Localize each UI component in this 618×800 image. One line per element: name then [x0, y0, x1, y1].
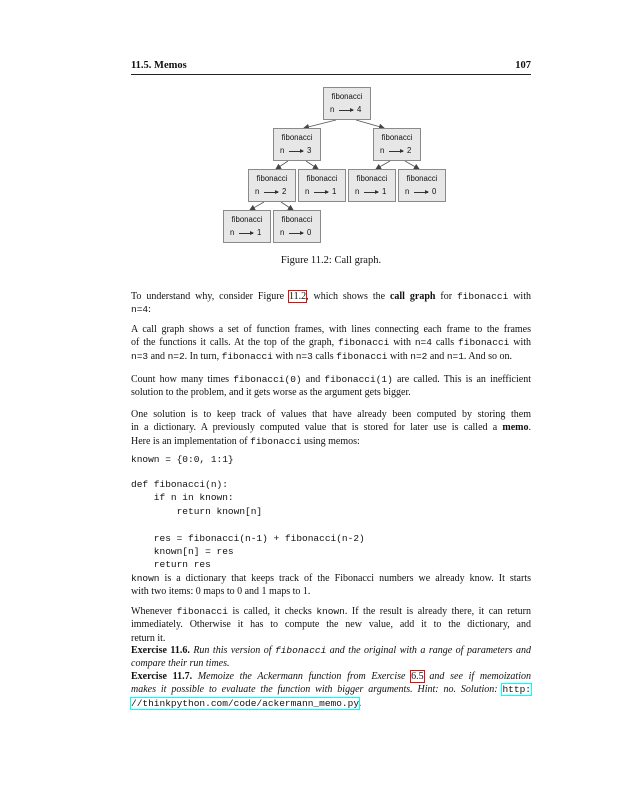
right-arrow-icon — [339, 110, 353, 111]
paragraph-count-calls: Count how many times fibonacci(0) and fibonacci(1) are called. This is an inefficient solution to the problem, and it gets worse as the argument gets bigger. — [131, 374, 531, 399]
code-fibonacci-memo: def fibonacci(n): if n in known: return known[n] res = fibonacci(n-1) + fibonacci(n-2) known[n] = res return res — [131, 479, 365, 571]
right-arrow-icon — [239, 233, 253, 234]
edge-2b-1 — [250, 202, 264, 210]
frame-fibonacci-n4: fibonacci n 4 — [323, 87, 371, 120]
right-arrow-icon — [314, 192, 328, 193]
paragraph-whenever-called: Whenever fibonacci is called, it checks known. If the result is already there, it can return immediately. Otherwise it has to compute the new value, add it to the dictionary, and return it. — [131, 606, 531, 644]
frame-fibonacci-n2: fibonacci n 2 — [248, 169, 296, 202]
figure-reference-link[interactable]: 11.2 — [288, 291, 307, 302]
right-arrow-icon — [289, 233, 303, 234]
right-arrow-icon — [364, 192, 378, 193]
paragraph-memo-definition: One solution is to keep track of values that have already been computed by storing them in a dictionary. A previously computed value that is stored for later use is called a memo. Here is an implementation of fibonacci using memos: — [131, 409, 531, 447]
frame-fibonacci-n0: fibonacci n 0 — [398, 169, 446, 202]
code-known-dict: known = {0:0, 1:1} — [131, 454, 234, 465]
exercise-label: Exercise 11.7. — [131, 671, 193, 682]
edge-2b-0 — [281, 202, 293, 210]
page-number: 107 — [515, 60, 531, 71]
right-arrow-icon — [389, 151, 403, 152]
exercise-label: Exercise 11.6. — [131, 645, 190, 656]
frame-fibonacci-n2: fibonacci n 2 — [373, 128, 421, 161]
figure-caption: Figure 11.2: Call graph. — [280, 255, 382, 266]
paragraph-call-graph-intro: To understand why, consider Figure 11.2, which shows the call graph for fibonacci with n=4: — [131, 291, 531, 316]
paragraph-known-explanation: known is a dictionary that keeps track of the Fibonacci numbers we already know. It starts with two items: 0 maps to 0 and 1 maps to 1. — [131, 573, 531, 598]
term-call-graph: call graph — [389, 291, 436, 302]
frame-fibonacci-n1: fibonacci n 1 — [298, 169, 346, 202]
frame-fibonacci-n1: fibonacci n 1 — [348, 169, 396, 202]
edge-4-3 — [304, 120, 336, 128]
exercise-reference-link[interactable]: 6.5 — [411, 671, 424, 682]
frame-fibonacci-n3: fibonacci n 3 — [273, 128, 321, 161]
section-title: 11.5. Memos — [131, 60, 187, 71]
paragraph-call-graph-definition: A call graph shows a set of function frames, with lines connecting each frame to the frames of the functions it calls. At the top of the graph, fibonacci with n=4 calls fibonacci with n=3 and n=2. In turn, fibonacci with n=3 calls fibonacci with n=2 and n=1. And so on. — [131, 324, 532, 362]
frame-fibonacci-n1: fibonacci n 1 — [223, 210, 271, 243]
frame-fibonacci-n0: fibonacci n 0 — [273, 210, 321, 243]
edge-2-0 — [405, 161, 419, 169]
exercise-11-7: Exercise 11.7. Memoize the Ackermann function from Exercise 6.5 and see if memoization makes it possible to evaluate the function with bigger arguments. Hint: no. Solution: http: //thinkpython.com/code/ackermann_memo.py. — [131, 671, 531, 709]
right-arrow-icon — [289, 151, 303, 152]
exercise-11-6: Exercise 11.6. Run this version of fibonacci and the original with a range of parameters and compare their run times. — [131, 645, 531, 670]
solution-url-link[interactable]: http: — [502, 684, 531, 696]
right-arrow-icon — [414, 192, 428, 193]
edge-4-2 — [356, 120, 384, 128]
edge-3-1 — [306, 161, 318, 169]
solution-url-link[interactable]: //thinkpython.com/code/ackermann_memo.py — [131, 697, 360, 709]
edge-2-1 — [376, 161, 390, 169]
edge-3-2 — [276, 161, 288, 169]
term-memo: memo — [502, 422, 529, 434]
right-arrow-icon — [264, 192, 278, 193]
